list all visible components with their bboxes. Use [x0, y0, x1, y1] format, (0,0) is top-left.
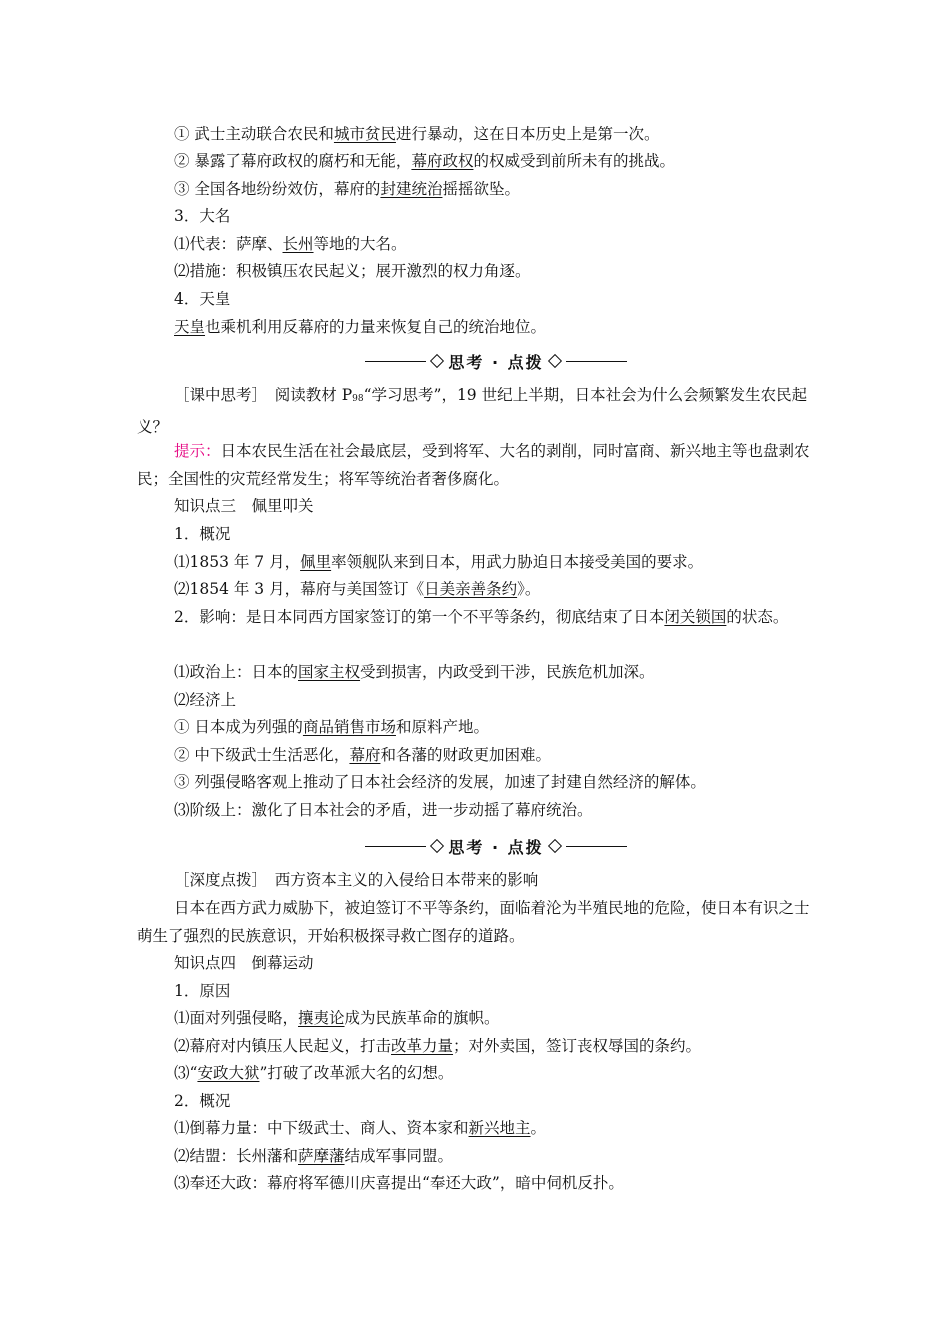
text: “学习思考”，19 世纪上半期，日本社会为什么会频繁发生农民起义？ [137, 386, 808, 436]
text-line: ⑵措施：积极镇压农民起义；展开激烈的权力角逐。 [174, 262, 531, 280]
text: ；对外卖国，签订丧权辱国的条约。 [453, 1037, 702, 1055]
diamond-icon [548, 839, 562, 853]
diamond-icon [430, 354, 444, 368]
text: ① 武士主动联合农民和 [174, 125, 334, 143]
text-line [174, 230, 819, 258]
underlined-term: 闭关锁国 [664, 608, 727, 626]
text-line [137, 603, 817, 631]
underlined-term: 天皇 [174, 318, 206, 336]
text-line: ③ 列强侵略客观上推动了日本社会经济的发展，加速了封建自然经济的解体。 [174, 773, 706, 791]
text: ⑴政治上：日本的 [174, 663, 299, 681]
banner-title: 思考 · 点拨 [448, 837, 544, 857]
text: ② 暴露了幕府政权的腐朽和无能， [174, 152, 412, 170]
text-line [174, 575, 819, 603]
underlined-term: 萨摩藩 [298, 1147, 345, 1165]
text: 成为民族革命的旗帜。 [344, 1009, 500, 1027]
text-line [174, 658, 819, 686]
underlined-term: 改革力量 [391, 1037, 454, 1055]
hint-label: 提示： [174, 442, 221, 460]
text: 和原料产地。 [395, 718, 489, 736]
text: 的权威受到前所未有的挑战。 [473, 152, 675, 170]
text: 也乘机利用反幕府的力量来恢复自己的统治地位。 [205, 318, 547, 336]
text: 等地的大名。 [313, 235, 407, 253]
text-line: ⑶阶级上：激化了日本社会的矛盾，进一步动摇了幕府统治。 [174, 801, 593, 819]
tag-label: ［课中思考］ [174, 386, 260, 404]
text: 进行暴动，这在日本历史上是第一次。 [395, 125, 660, 143]
hint-paragraph [137, 437, 817, 493]
underlined-term: 国家主权 [298, 663, 361, 681]
underlined-term: 佩里 [300, 553, 332, 571]
text-line [174, 1004, 819, 1032]
underlined-term: 幕府 [349, 746, 381, 764]
section-heading: 1．原因 [174, 982, 231, 1000]
text: 》。 [517, 580, 541, 598]
text: ⑴代表：萨摩、 [174, 235, 283, 253]
text: 2．影响：是日本同西方国家签订的第一个不平等条约，彻底结束了日本 [174, 608, 665, 626]
section-heading: 4．天皇 [174, 290, 231, 308]
underlined-term: 新兴地主 [468, 1119, 531, 1137]
text: 阅读教材 P [274, 386, 353, 404]
text: 受到损害，内政受到干涉，民族危机加深。 [360, 663, 655, 681]
think-banner [365, 832, 627, 860]
diamond-icon [430, 839, 444, 853]
text: ⑴1853 年 7 月， [174, 553, 301, 571]
text: 率领舰队来到日本，用武力胁迫日本接受美国的要求。 [331, 553, 704, 571]
underlined-term: 城市贫民 [333, 125, 396, 143]
text: 。 [530, 1119, 547, 1137]
text: ⑵结盟：长州藩和 [174, 1147, 299, 1165]
underlined-term: 攘夷论 [298, 1009, 345, 1027]
knowledge-title: 知识点四 倒幕运动 [174, 954, 314, 972]
text-line [174, 120, 819, 148]
text-line [174, 713, 819, 741]
page-subscript: 98 [352, 394, 364, 404]
think-paragraph [137, 381, 817, 441]
underlined-term: 日美亲善条约 [424, 580, 518, 598]
text: 日本农民生活在社会最底层，受到将军、大名的剥削，同时富商、新兴地主等也盘剥农民；全国性的灾荒经常发生；将军等统治者奢侈腐化。 [137, 442, 810, 488]
underlined-term: 封建统治 [380, 180, 443, 198]
section-heading: 3．大名 [174, 207, 231, 225]
text: ⑵幕府对内镇压人民起义，打击 [174, 1037, 392, 1055]
text-line [174, 313, 819, 341]
text-line [174, 1032, 819, 1060]
text: ⑴面对列强侵略， [174, 1009, 299, 1027]
text-line [174, 1114, 819, 1142]
text: ⑵1854 年 3 月，幕府与美国签订《 [174, 580, 425, 598]
tag-label: ［深度点拨］ [174, 871, 260, 889]
text-line [174, 548, 819, 576]
underlined-term: 商品销售市场 [302, 718, 396, 736]
text-line [174, 1059, 819, 1087]
text-line [174, 741, 819, 769]
text: 西方资本主义的入侵给日本带来的影响 [274, 871, 539, 889]
text-line [174, 147, 819, 175]
think-heading [174, 866, 819, 894]
text: ② 中下级武士生活恶化， [174, 746, 350, 764]
text: ”打破了改革派大名的幻想。 [259, 1064, 454, 1082]
text: ③ 全国各地纷纷效仿，幕府的 [174, 180, 381, 198]
text-line [174, 1142, 819, 1170]
text: ⑴倒幕力量：中下级武士、商人、资本家和 [174, 1119, 469, 1137]
think-paragraph: 日本在西方武力威胁下，被迫签订不平等条约，面临着沦为半殖民地的危险，使日本有识之士萌生了强烈的民族意识，开始积极探寻救亡图存的道路。 [137, 899, 810, 945]
text: 和各藩的财政更加困难。 [380, 746, 551, 764]
text-line [174, 175, 819, 203]
text: ① 日本成为列强的 [174, 718, 303, 736]
knowledge-title: 知识点三 佩里叩关 [174, 497, 314, 515]
text: 结成军事同盟。 [344, 1147, 454, 1165]
text: 的状态。 [726, 608, 789, 626]
banner-title: 思考 · 点拨 [448, 352, 544, 372]
section-heading: 1．概况 [174, 525, 231, 543]
underlined-term: 幕府政权 [411, 152, 474, 170]
text: 摇摇欲坠。 [442, 180, 520, 198]
underlined-term: 安政大狱 [197, 1064, 260, 1082]
text-line: ⑶奉还大政：幕府将军德川庆喜提出“奉还大政”，暗中伺机反扑。 [174, 1174, 624, 1192]
section-heading: 2．概况 [174, 1092, 231, 1110]
text-line: ⑵经济上 [174, 691, 237, 709]
text: ⑶“ [174, 1064, 198, 1082]
underlined-term: 长州 [282, 235, 314, 253]
think-banner [365, 347, 627, 375]
diamond-icon [548, 354, 562, 368]
